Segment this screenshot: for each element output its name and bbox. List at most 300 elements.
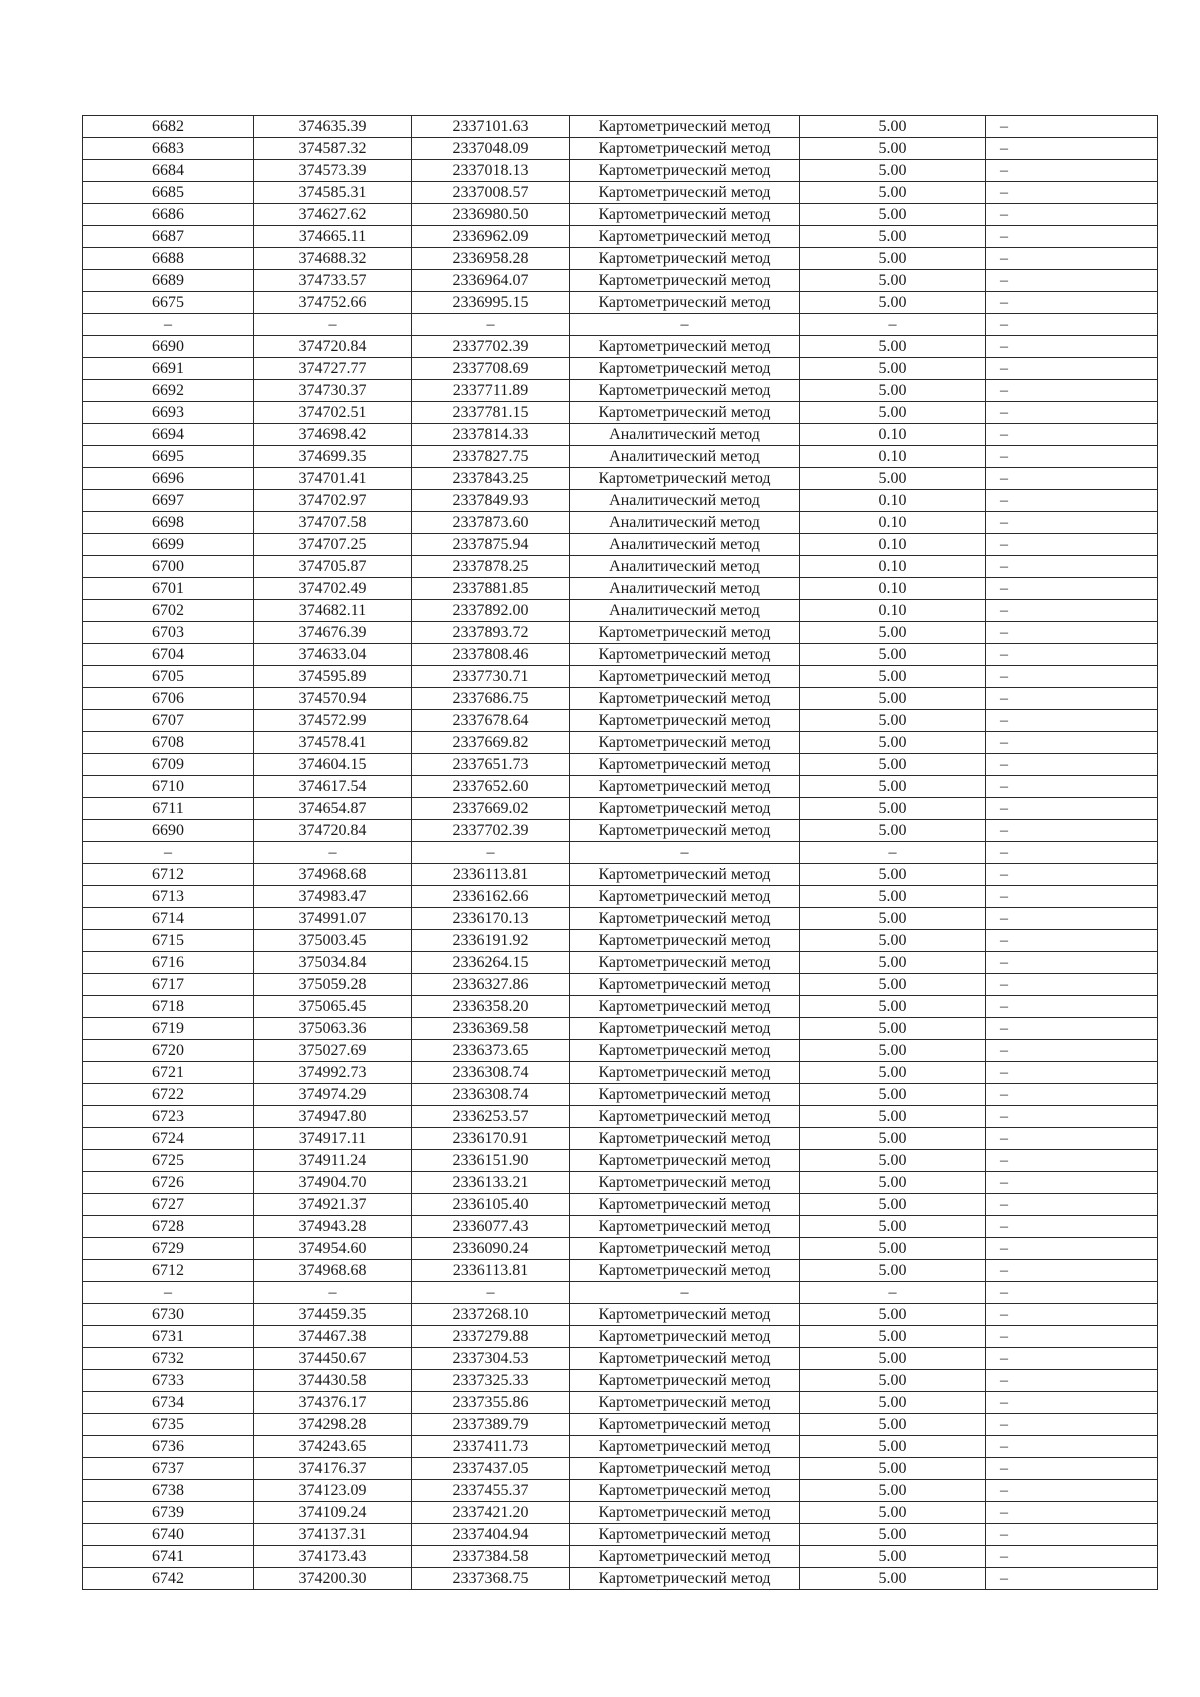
x-coordinate-cell: 374974.29	[254, 1084, 412, 1106]
y-coordinate-cell: 2336170.13	[412, 908, 570, 930]
method-cell: Аналитический метод	[570, 490, 800, 512]
point-number-cell: 6701	[83, 578, 254, 600]
point-number-cell: 6739	[83, 1502, 254, 1524]
table-row	[83, 1238, 1158, 1260]
x-coordinate-cell: 374917.11	[254, 1128, 412, 1150]
x-coordinate-cell: 374654.87	[254, 798, 412, 820]
accuracy-cell: 5.00	[800, 1414, 986, 1436]
y-coordinate-cell: 2336373.65	[412, 1040, 570, 1062]
description-cell: –	[986, 1260, 1158, 1282]
x-coordinate-cell: 374947.80	[254, 1106, 412, 1128]
table-row	[83, 996, 1158, 1018]
accuracy-cell: 5.00	[800, 688, 986, 710]
description-cell: –	[986, 248, 1158, 270]
x-coordinate-cell: 374707.58	[254, 512, 412, 534]
description-cell: –	[986, 1436, 1158, 1458]
method-cell: Картометрический метод	[570, 1062, 800, 1084]
y-coordinate-cell: 2337878.25	[412, 556, 570, 578]
y-coordinate-cell: 2337702.39	[412, 820, 570, 842]
description-cell: –	[986, 446, 1158, 468]
point-number-cell: 6728	[83, 1216, 254, 1238]
method-cell: –	[570, 1282, 800, 1304]
accuracy-cell: –	[800, 314, 986, 336]
table-row	[83, 446, 1158, 468]
table-row	[83, 798, 1158, 820]
x-coordinate-cell: 375059.28	[254, 974, 412, 996]
point-number-cell: 6709	[83, 754, 254, 776]
x-coordinate-cell: 374921.37	[254, 1194, 412, 1216]
method-cell: Картометрический метод	[570, 292, 800, 314]
description-cell: –	[986, 578, 1158, 600]
description-cell: –	[986, 1568, 1158, 1590]
x-coordinate-cell: 374137.31	[254, 1524, 412, 1546]
y-coordinate-cell: 2336113.81	[412, 864, 570, 886]
y-coordinate-cell: 2336308.74	[412, 1084, 570, 1106]
accuracy-cell: 5.00	[800, 1568, 986, 1590]
description-cell: –	[986, 1304, 1158, 1326]
y-coordinate-cell: 2336962.09	[412, 226, 570, 248]
accuracy-cell: 5.00	[800, 358, 986, 380]
method-cell: Картометрический метод	[570, 864, 800, 886]
description-cell: –	[986, 336, 1158, 358]
table-row	[83, 1084, 1158, 1106]
x-coordinate-cell: 374617.54	[254, 776, 412, 798]
accuracy-cell: 5.00	[800, 160, 986, 182]
point-number-cell: 6717	[83, 974, 254, 996]
x-coordinate-cell: 374904.70	[254, 1172, 412, 1194]
x-coordinate-cell: 374733.57	[254, 270, 412, 292]
description-cell: –	[986, 1348, 1158, 1370]
table-row	[83, 1348, 1158, 1370]
description-cell: –	[986, 710, 1158, 732]
description-cell: –	[986, 886, 1158, 908]
method-cell: Картометрический метод	[570, 886, 800, 908]
y-coordinate-cell: 2337652.60	[412, 776, 570, 798]
accuracy-cell: 5.00	[800, 666, 986, 688]
point-number-cell: 6738	[83, 1480, 254, 1502]
accuracy-cell: 5.00	[800, 116, 986, 138]
accuracy-cell: 5.00	[800, 798, 986, 820]
table-row	[83, 1128, 1158, 1150]
method-cell: Картометрический метод	[570, 666, 800, 688]
method-cell: Картометрический метод	[570, 1414, 800, 1436]
description-cell: –	[986, 424, 1158, 446]
point-number-cell: 6719	[83, 1018, 254, 1040]
table-row	[83, 974, 1158, 996]
table-row	[83, 1414, 1158, 1436]
method-cell: –	[570, 842, 800, 864]
table-row	[83, 1392, 1158, 1414]
accuracy-cell: 5.00	[800, 1348, 986, 1370]
method-cell: Картометрический метод	[570, 270, 800, 292]
accuracy-cell: 5.00	[800, 1546, 986, 1568]
y-coordinate-cell: 2336133.21	[412, 1172, 570, 1194]
accuracy-cell: 0.10	[800, 446, 986, 468]
description-cell: –	[986, 930, 1158, 952]
point-number-cell: 6713	[83, 886, 254, 908]
description-cell: –	[986, 820, 1158, 842]
method-cell: Картометрический метод	[570, 1392, 800, 1414]
accuracy-cell: –	[800, 842, 986, 864]
accuracy-cell: 5.00	[800, 952, 986, 974]
description-cell: –	[986, 556, 1158, 578]
y-coordinate-cell: 2336170.91	[412, 1128, 570, 1150]
x-coordinate-cell: 374467.38	[254, 1326, 412, 1348]
description-cell: –	[986, 666, 1158, 688]
method-cell: Картометрический метод	[570, 820, 800, 842]
point-number-cell: –	[83, 314, 254, 336]
x-coordinate-cell: 374173.43	[254, 1546, 412, 1568]
method-cell: Аналитический метод	[570, 424, 800, 446]
x-coordinate-cell: 374991.07	[254, 908, 412, 930]
accuracy-cell: 5.00	[800, 1370, 986, 1392]
table-row	[83, 556, 1158, 578]
description-cell: –	[986, 1524, 1158, 1546]
description-cell: –	[986, 1414, 1158, 1436]
accuracy-cell: 5.00	[800, 1194, 986, 1216]
x-coordinate-cell: 374176.37	[254, 1458, 412, 1480]
point-number-cell: 6693	[83, 402, 254, 424]
point-number-cell: 6731	[83, 1326, 254, 1348]
y-coordinate-cell: 2336162.66	[412, 886, 570, 908]
accuracy-cell: 5.00	[800, 1172, 986, 1194]
description-cell: –	[986, 1194, 1158, 1216]
point-number-cell: 6723	[83, 1106, 254, 1128]
table-row	[83, 248, 1158, 270]
description-cell: –	[986, 402, 1158, 424]
y-coordinate-cell: –	[412, 314, 570, 336]
x-coordinate-cell: 374968.68	[254, 1260, 412, 1282]
x-coordinate-cell: 374604.15	[254, 754, 412, 776]
table-row	[83, 292, 1158, 314]
table-row	[83, 820, 1158, 842]
method-cell: Картометрический метод	[570, 1348, 800, 1370]
point-number-cell: 6691	[83, 358, 254, 380]
point-number-cell: 6698	[83, 512, 254, 534]
y-coordinate-cell: 2337008.57	[412, 182, 570, 204]
method-cell: Картометрический метод	[570, 160, 800, 182]
table-row	[83, 402, 1158, 424]
method-cell: Картометрический метод	[570, 358, 800, 380]
y-coordinate-cell: 2337411.73	[412, 1436, 570, 1458]
point-number-cell: 6696	[83, 468, 254, 490]
accuracy-cell: 5.00	[800, 336, 986, 358]
y-coordinate-cell: 2337686.75	[412, 688, 570, 710]
point-number-cell: 6703	[83, 622, 254, 644]
description-cell: –	[986, 270, 1158, 292]
table-row	[83, 160, 1158, 182]
x-coordinate-cell: 375065.45	[254, 996, 412, 1018]
method-cell: Аналитический метод	[570, 578, 800, 600]
table-row	[83, 600, 1158, 622]
y-coordinate-cell: 2337711.89	[412, 380, 570, 402]
method-cell: Картометрический метод	[570, 1216, 800, 1238]
description-cell: –	[986, 644, 1158, 666]
description-cell: –	[986, 534, 1158, 556]
point-number-cell: 6741	[83, 1546, 254, 1568]
accuracy-cell: 5.00	[800, 864, 986, 886]
point-number-cell: 6715	[83, 930, 254, 952]
point-number-cell: 6733	[83, 1370, 254, 1392]
point-number-cell: –	[83, 1282, 254, 1304]
y-coordinate-cell: 2336958.28	[412, 248, 570, 270]
table-row	[83, 1150, 1158, 1172]
point-number-cell: 6683	[83, 138, 254, 160]
table-row	[83, 644, 1158, 666]
table-row	[83, 424, 1158, 446]
x-coordinate-cell: 374702.51	[254, 402, 412, 424]
method-cell: Картометрический метод	[570, 336, 800, 358]
y-coordinate-cell: 2337455.37	[412, 1480, 570, 1502]
accuracy-cell: 5.00	[800, 754, 986, 776]
description-cell: –	[986, 182, 1158, 204]
y-coordinate-cell: 2337808.46	[412, 644, 570, 666]
x-coordinate-cell: 374911.24	[254, 1150, 412, 1172]
accuracy-cell: 5.00	[800, 930, 986, 952]
description-cell: –	[986, 754, 1158, 776]
method-cell: Аналитический метод	[570, 512, 800, 534]
description-cell: –	[986, 1480, 1158, 1502]
accuracy-cell: 0.10	[800, 490, 986, 512]
point-number-cell: 6721	[83, 1062, 254, 1084]
accuracy-cell: 0.10	[800, 534, 986, 556]
table-row	[83, 204, 1158, 226]
table-row	[83, 1106, 1158, 1128]
method-cell: Картометрический метод	[570, 1238, 800, 1260]
x-coordinate-cell: 374665.11	[254, 226, 412, 248]
table-row	[83, 776, 1158, 798]
method-cell: Картометрический метод	[570, 1502, 800, 1524]
y-coordinate-cell: 2337849.93	[412, 490, 570, 512]
x-coordinate-cell: 374968.68	[254, 864, 412, 886]
description-cell: –	[986, 996, 1158, 1018]
table-row	[83, 1480, 1158, 1502]
point-number-cell: 6712	[83, 864, 254, 886]
table-row	[83, 1172, 1158, 1194]
point-number-cell: 6710	[83, 776, 254, 798]
accuracy-cell: 5.00	[800, 1260, 986, 1282]
y-coordinate-cell: 2337708.69	[412, 358, 570, 380]
method-cell: Картометрический метод	[570, 1150, 800, 1172]
table-row	[83, 336, 1158, 358]
method-cell: Картометрический метод	[570, 1128, 800, 1150]
x-coordinate-cell: 374635.39	[254, 116, 412, 138]
x-coordinate-cell: 374633.04	[254, 644, 412, 666]
x-coordinate-cell: 374682.11	[254, 600, 412, 622]
x-coordinate-cell: 374627.62	[254, 204, 412, 226]
table-row	[83, 1304, 1158, 1326]
description-cell: –	[986, 798, 1158, 820]
y-coordinate-cell: 2336327.86	[412, 974, 570, 996]
point-number-cell: 6716	[83, 952, 254, 974]
description-cell: –	[986, 1326, 1158, 1348]
accuracy-cell: 5.00	[800, 732, 986, 754]
method-cell: Картометрический метод	[570, 688, 800, 710]
accuracy-cell: 5.00	[800, 1040, 986, 1062]
accuracy-cell: 5.00	[800, 710, 986, 732]
description-cell: –	[986, 776, 1158, 798]
table-row	[83, 380, 1158, 402]
method-cell: Картометрический метод	[570, 1568, 800, 1590]
table-row	[83, 138, 1158, 160]
accuracy-cell: 5.00	[800, 1106, 986, 1128]
y-coordinate-cell: 2336964.07	[412, 270, 570, 292]
table-row	[83, 1260, 1158, 1282]
point-number-cell: 6705	[83, 666, 254, 688]
method-cell: Картометрический метод	[570, 622, 800, 644]
table-body	[83, 116, 1158, 1590]
table-row	[83, 1326, 1158, 1348]
x-coordinate-cell: 374200.30	[254, 1568, 412, 1590]
table-row	[83, 1040, 1158, 1062]
accuracy-cell: 5.00	[800, 622, 986, 644]
description-cell: –	[986, 1128, 1158, 1150]
method-cell: Картометрический метод	[570, 930, 800, 952]
point-number-cell: 6718	[83, 996, 254, 1018]
method-cell: Картометрический метод	[570, 996, 800, 1018]
description-cell: –	[986, 226, 1158, 248]
y-coordinate-cell: 2336113.81	[412, 1260, 570, 1282]
accuracy-cell: 5.00	[800, 1216, 986, 1238]
point-number-cell: 6736	[83, 1436, 254, 1458]
accuracy-cell: 5.00	[800, 1150, 986, 1172]
x-coordinate-cell: 374954.60	[254, 1238, 412, 1260]
y-coordinate-cell: 2337678.64	[412, 710, 570, 732]
description-cell: –	[986, 116, 1158, 138]
y-coordinate-cell: 2337669.82	[412, 732, 570, 754]
y-coordinate-cell: 2336995.15	[412, 292, 570, 314]
x-coordinate-cell: 374720.84	[254, 336, 412, 358]
accuracy-cell: 5.00	[800, 1458, 986, 1480]
coordinates-table	[82, 115, 1158, 1590]
point-number-cell: 6714	[83, 908, 254, 930]
description-cell: –	[986, 1238, 1158, 1260]
method-cell: Картометрический метод	[570, 380, 800, 402]
description-cell: –	[986, 1546, 1158, 1568]
accuracy-cell: 5.00	[800, 226, 986, 248]
point-number-cell: 6702	[83, 600, 254, 622]
description-cell: –	[986, 1062, 1158, 1084]
method-cell: Картометрический метод	[570, 1326, 800, 1348]
method-cell: Картометрический метод	[570, 1018, 800, 1040]
table-row	[83, 732, 1158, 754]
point-number-cell: –	[83, 842, 254, 864]
y-coordinate-cell: 2336264.15	[412, 952, 570, 974]
accuracy-cell: 5.00	[800, 270, 986, 292]
table-row	[83, 490, 1158, 512]
y-coordinate-cell: 2336105.40	[412, 1194, 570, 1216]
table-row	[83, 710, 1158, 732]
x-coordinate-cell: 374578.41	[254, 732, 412, 754]
method-cell: Картометрический метод	[570, 1040, 800, 1062]
point-number-cell: 6734	[83, 1392, 254, 1414]
table-row	[83, 952, 1158, 974]
table-row	[83, 622, 1158, 644]
accuracy-cell: 5.00	[800, 1436, 986, 1458]
accuracy-cell: 5.00	[800, 1304, 986, 1326]
description-cell: –	[986, 842, 1158, 864]
x-coordinate-cell: 374705.87	[254, 556, 412, 578]
accuracy-cell: 5.00	[800, 292, 986, 314]
description-cell: –	[986, 358, 1158, 380]
method-cell: Картометрический метод	[570, 908, 800, 930]
accuracy-cell: 5.00	[800, 1128, 986, 1150]
table-row	[83, 1502, 1158, 1524]
accuracy-cell: 0.10	[800, 424, 986, 446]
x-coordinate-cell: 374992.73	[254, 1062, 412, 1084]
point-number-cell: 6688	[83, 248, 254, 270]
point-number-cell: 6727	[83, 1194, 254, 1216]
description-cell: –	[986, 314, 1158, 336]
y-coordinate-cell: 2337873.60	[412, 512, 570, 534]
point-number-cell: 6704	[83, 644, 254, 666]
point-number-cell: 6707	[83, 710, 254, 732]
y-coordinate-cell: 2336253.57	[412, 1106, 570, 1128]
table-row	[83, 358, 1158, 380]
x-coordinate-cell: 374730.37	[254, 380, 412, 402]
description-cell: –	[986, 292, 1158, 314]
method-cell: Картометрический метод	[570, 1370, 800, 1392]
description-cell: –	[986, 1282, 1158, 1304]
x-coordinate-cell: 374123.09	[254, 1480, 412, 1502]
table-row	[83, 1524, 1158, 1546]
description-cell: –	[986, 732, 1158, 754]
accuracy-cell: 5.00	[800, 974, 986, 996]
method-cell: Картометрический метод	[570, 182, 800, 204]
y-coordinate-cell: 2337101.63	[412, 116, 570, 138]
table-row	[83, 930, 1158, 952]
description-cell: –	[986, 600, 1158, 622]
table-row	[83, 226, 1158, 248]
table-row	[83, 666, 1158, 688]
method-cell: Картометрический метод	[570, 732, 800, 754]
description-cell: –	[986, 974, 1158, 996]
y-coordinate-cell: 2337384.58	[412, 1546, 570, 1568]
y-coordinate-cell: 2337893.72	[412, 622, 570, 644]
x-coordinate-cell: –	[254, 842, 412, 864]
accuracy-cell: 5.00	[800, 1018, 986, 1040]
accuracy-cell: 5.00	[800, 1084, 986, 1106]
y-coordinate-cell: 2337018.13	[412, 160, 570, 182]
y-coordinate-cell: 2337325.33	[412, 1370, 570, 1392]
description-cell: –	[986, 908, 1158, 930]
x-coordinate-cell: 374450.67	[254, 1348, 412, 1370]
accuracy-cell: 5.00	[800, 1062, 986, 1084]
point-number-cell: 6687	[83, 226, 254, 248]
point-number-cell: 6699	[83, 534, 254, 556]
accuracy-cell: 5.00	[800, 468, 986, 490]
point-number-cell: 6694	[83, 424, 254, 446]
method-cell: Картометрический метод	[570, 776, 800, 798]
table-row	[83, 116, 1158, 138]
x-coordinate-cell: 375034.84	[254, 952, 412, 974]
description-cell: –	[986, 1502, 1158, 1524]
point-number-cell: 6726	[83, 1172, 254, 1194]
x-coordinate-cell: 374943.28	[254, 1216, 412, 1238]
x-coordinate-cell: 374595.89	[254, 666, 412, 688]
method-cell: Картометрический метод	[570, 1304, 800, 1326]
x-coordinate-cell: 374698.42	[254, 424, 412, 446]
description-cell: –	[986, 1370, 1158, 1392]
y-coordinate-cell: 2337421.20	[412, 1502, 570, 1524]
table-row	[83, 468, 1158, 490]
method-cell: –	[570, 314, 800, 336]
x-coordinate-cell: 374707.25	[254, 534, 412, 556]
description-cell: –	[986, 1106, 1158, 1128]
method-cell: Картометрический метод	[570, 138, 800, 160]
y-coordinate-cell: 2336191.92	[412, 930, 570, 952]
point-number-cell: 6692	[83, 380, 254, 402]
